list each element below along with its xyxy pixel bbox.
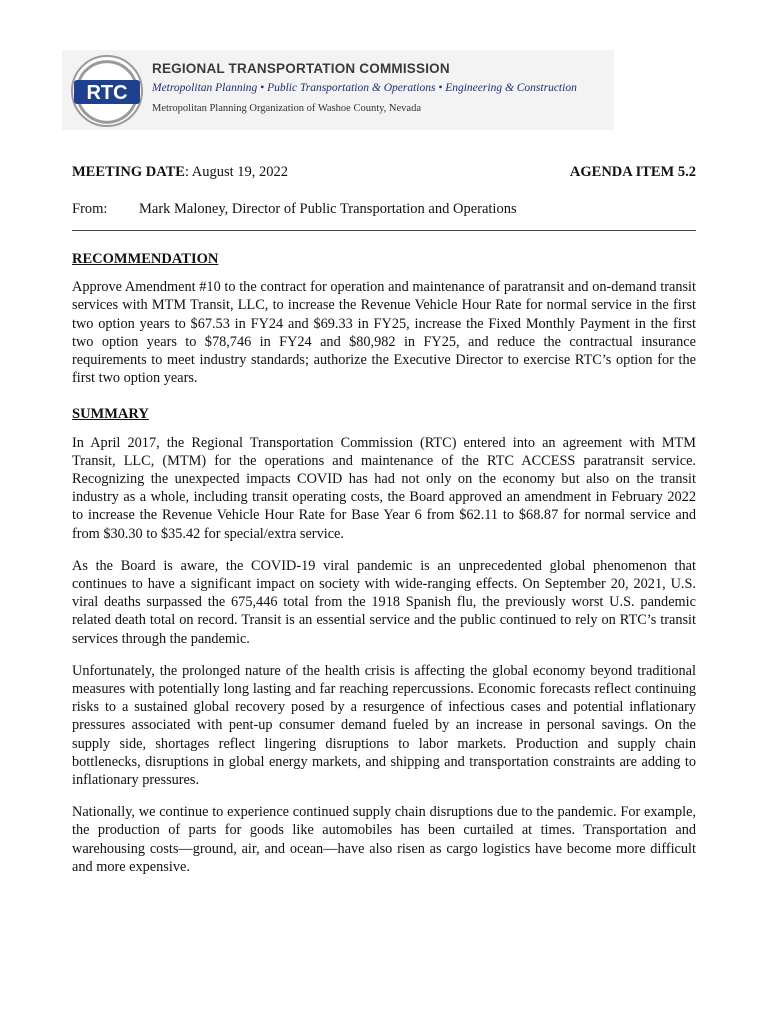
summary-paragraph: In April 2017, the Regional Transportation Commission (RTC) entered into an agreement with MTM Transit, LLC, (MTM) for the operations and maintenance of the RTC ACCESS paratransit service. Recognizing the unexpected impacts COVID has had not only on the economy but also on the transit industry as a whole, including transit operating costs, the Board approved an amendment in February 2022 to increase the Revenue Vehicle Hour Rate for Base Year 6 from $62.11 to $68.87 for normal service and from $30.30 to $35.42 for special/extra service. [72,434,696,542]
from-label: From: [72,201,108,217]
meeting-meta [72,164,696,181]
header-divider [72,230,696,231]
meeting-date [72,164,288,180]
recommendation-heading: RECOMMENDATION [72,251,219,267]
org-name: REGIONAL TRANSPORTATION COMMISSION [152,61,450,76]
summary-paragraph: Nationally, we continue to experience continued supply chain disruptions due to the pandemic. For example, the production of parts for goods like automobiles has been curtailed at times. Transportation and warehousing costs—ground, air, and ocean—have also risen as cargo logistics have become more difficult and more expensive. [72,804,696,875]
from-value: Mark Maloney, Director of Public Transportation and Operations [139,201,517,217]
letterhead [62,50,614,130]
summary-paragraph: Unfortunately, the prolonged nature of the health crisis is affecting the global economy beyond traditional measures with potentially long lasting and far reaching repercussions. Economic forecasts reflect continuing risks to a sustained global recovery posed by a resurgence of infectious cases and potential inflationary pressures associated with pent-up consumer demand fueled by an increase in personal savings. On the supply side, shortages reflect lingering disruptions to labor markets. Production and supply chain bottlenecks, disruptions in global energy markets, and shipping and transportation constraints are adding to inflationary pressures. [72,662,696,789]
meeting-date-label: MEETING DATE [72,164,185,180]
summary-paragraph: As the Board is aware, the COVID-19 viral pandemic is an unprecedented global phenomenon that continues to have a significant impact on society with wide-ranging effects. On September 20, 2021, U.S. viral deaths surpassed the 675,446 total from the 1918 Spanish flu, the previously worst U.S. pandemic related death total on record. Transit is an essential service and the public continued to rely on RTC’s transit services through the pandemic. [72,557,696,647]
logo-text: RTC [86,82,128,104]
from-line [72,201,696,218]
org-tagline: Metropolitan Planning • Public Transportation & Operations • Engineering & Construction [152,82,577,94]
org-subtitle: Metropolitan Planning Organization of Washoe County, Nevada [152,103,421,114]
summary-heading: SUMMARY [72,406,149,423]
recommendation-text: Approve Amendment #10 to the contract for operation and maintenance of paratransit and on-demand transit services with MTM Transit, LLC, to increase the Revenue Vehicle Hour Rate for normal service in the first two option years to $67.53 in FY24 and $69.33 in FY25, increase the Fixed Monthly Payment in the first two option years to $78,746 in FY24 and $80,982 in FY25, and reduce the contractual insurance requirements to meet industry standards; authorize the Executive Director to exercise RTC’s option for the first two option years. [72,279,696,387]
agenda-item: AGENDA ITEM 5.2 [569,164,696,180]
rtc-logo [70,54,144,128]
memo-body [72,250,696,890]
meeting-date-value: : August 19, 2022 [184,164,289,180]
